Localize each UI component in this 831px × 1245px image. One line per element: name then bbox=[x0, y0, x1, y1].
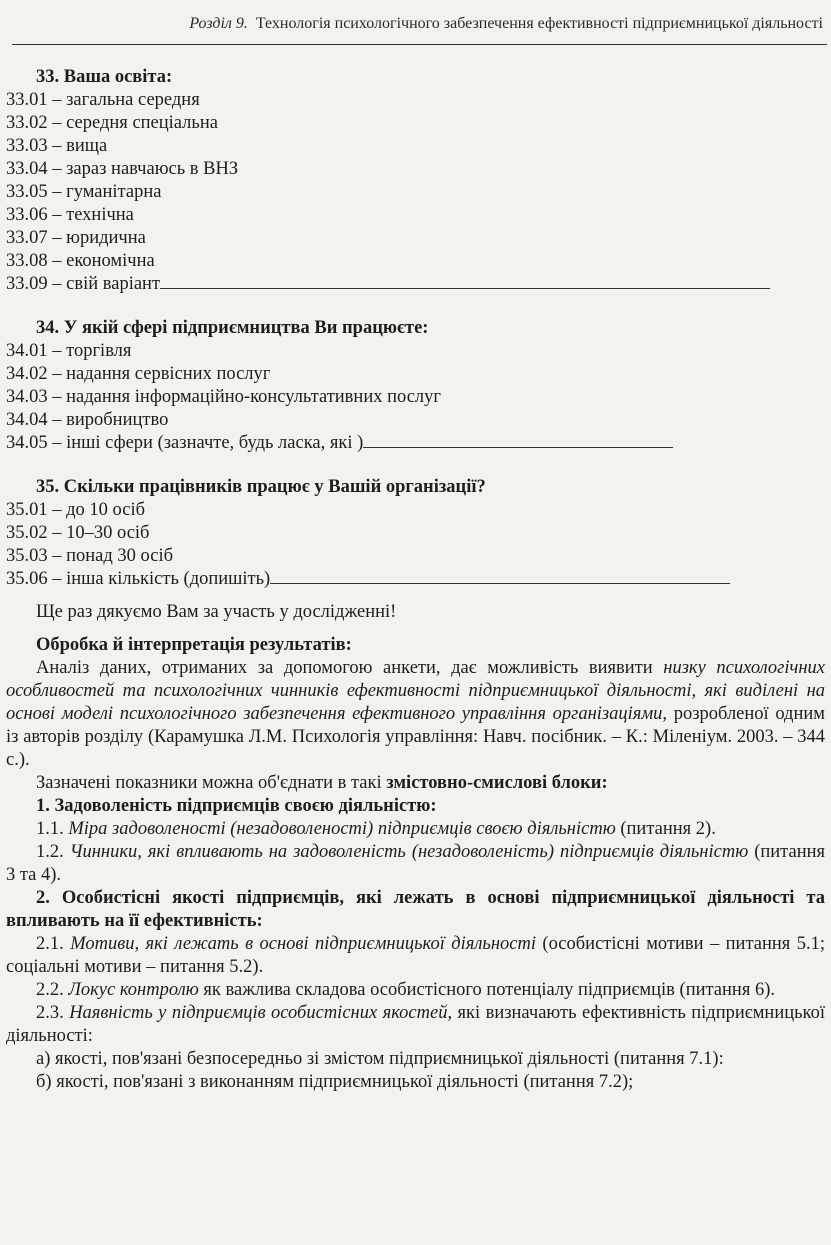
text-run: як важлива складова особистісного потенціалу підприємців (питання 6). bbox=[198, 980, 775, 1000]
q34-option: 34.04 – виробництво bbox=[6, 410, 169, 430]
q33-option: 33.08 – економічна bbox=[6, 251, 155, 271]
block2-item bbox=[6, 933, 825, 979]
q34-blank-line bbox=[363, 433, 673, 448]
q33-blank-line bbox=[160, 274, 770, 289]
text-run-italic: Мотиви, які лежать в основі підприємницької діяльності bbox=[70, 934, 536, 954]
q35-heading: 35. Скільки працівників працює у Вашій організації? bbox=[36, 477, 486, 497]
q33-option-other bbox=[6, 273, 825, 296]
block2-subitem-a: а) якості, пов'язані безпосередньо зі змістом підприємницької діяльності (питання 7.1): bbox=[36, 1049, 724, 1069]
header-title: Технологія психологічного забезпечення ефективності підприємницької діяльності bbox=[255, 15, 823, 32]
page-body bbox=[6, 66, 825, 1094]
text-run-bold: змістовно-смислові блоки: bbox=[386, 773, 608, 793]
paragraph-blocks bbox=[6, 772, 825, 795]
text-run-italic: Міра задоволеності (незадоволеності) підприємців своєю діяльністю bbox=[68, 819, 616, 839]
block2-subitem-b: б) якості, пов'язані з виконанням підприємницької діяльності (питання 7.2); bbox=[36, 1072, 634, 1092]
q35-option: 35.02 – 10–30 осіб bbox=[6, 523, 150, 543]
item-number: 2.2. bbox=[36, 980, 69, 1000]
q33-option: 33.01 – загальна середня bbox=[6, 90, 200, 110]
thanks-text: Ще раз дякуємо Вам за участь у дослідженні! bbox=[36, 602, 397, 622]
q35-option: 35.01 – до 10 осіб bbox=[6, 500, 146, 520]
item-number: 1.2. bbox=[36, 842, 70, 862]
q33-option: 33.03 – вища bbox=[6, 136, 108, 156]
text-run: , розробленої одним із авторів розділу (Карамушка Л.М. Психологія управління: Навч. посібник. – К.: Міленіум. 2003. – 344 с.). bbox=[6, 704, 825, 770]
text-run: Зазначені показники можна об'єднати в такі bbox=[36, 773, 387, 793]
q33-option: 33.02 – середня спеціальна bbox=[6, 113, 218, 133]
q35-other-label: 35.06 – інша кількість (допишіть) bbox=[6, 569, 271, 589]
block1-item bbox=[6, 818, 825, 841]
text-run: (питання 2). bbox=[615, 819, 716, 839]
text-run-italic: Локус контролю bbox=[68, 980, 199, 1000]
text-run-italic: Чинники, які впливають на задоволеність (незадоволеність) підприємців діяльністю bbox=[69, 842, 749, 862]
q33-option: 33.04 – зараз навчаюсь в ВНЗ bbox=[6, 159, 239, 179]
text-run: , які визначають ефективність підприємницької діяльності: bbox=[6, 1003, 825, 1046]
text-run: Аналіз даних, отриманих за допомогою анкети, дає можливість виявити bbox=[36, 658, 664, 678]
q34-other-label: 34.05 – інші сфери (зазначте, будь ласка, які ) bbox=[6, 433, 364, 453]
header-rule bbox=[12, 44, 827, 45]
block1-item bbox=[6, 841, 825, 887]
paragraph-analysis bbox=[6, 657, 825, 772]
processing-heading: Обробка й інтерпретація результатів: bbox=[36, 635, 352, 655]
running-header bbox=[0, 14, 823, 34]
block2-item bbox=[6, 1002, 825, 1048]
q35-blank-line bbox=[270, 569, 730, 584]
q33-option: 33.07 – юридична bbox=[6, 228, 146, 248]
q33-option: 33.06 – технічна bbox=[6, 205, 134, 225]
item-number: 1.1. bbox=[36, 819, 69, 839]
q34-option: 34.03 – надання інформаційно-консультативних послуг bbox=[6, 387, 441, 407]
text-run: (питання 3 та 4). bbox=[6, 842, 826, 885]
q34-option-other bbox=[6, 432, 825, 455]
q33-heading: 33. Ваша освіта: bbox=[36, 67, 173, 87]
item-number: 2.3. bbox=[36, 1003, 70, 1023]
header-section: Розділ 9. bbox=[189, 15, 248, 32]
q34-option: 34.02 – надання сервісних послуг bbox=[6, 364, 271, 384]
block1-heading: 1. Задоволеність підприємців своєю діяльністю: bbox=[36, 796, 437, 816]
q33-other-label: 33.09 – свій варіант bbox=[6, 274, 161, 294]
text-run: (особистісні мотиви – питання 5.1; соціальні мотиви – питання 5.2). bbox=[6, 934, 825, 977]
text-run-italic: Наявність у підприємців особистісних якостей bbox=[69, 1003, 448, 1023]
block2-item bbox=[6, 979, 825, 1002]
q34-option: 34.01 – торгівля bbox=[6, 341, 132, 361]
q34-heading: 34. У якій сфері підприємництва Ви працюєте: bbox=[36, 318, 429, 338]
q35-option: 35.03 – понад 30 осіб bbox=[6, 546, 174, 566]
item-number: 2.1. bbox=[36, 934, 71, 954]
text-run-italic: низку психологічних особливостей та психологічних чинників ефективності підприємницької діяльності, які виділені на основі моделі психологічного забезпечення ефективного управління організаціями bbox=[6, 658, 825, 724]
q35-option-other bbox=[6, 568, 825, 591]
q33-option: 33.05 – гуманітарна bbox=[6, 182, 162, 202]
block2-heading: 2. Особистісні якості підприємців, які лежать в основі підприємницької діяльності та впливають на її ефективність: bbox=[6, 888, 825, 931]
